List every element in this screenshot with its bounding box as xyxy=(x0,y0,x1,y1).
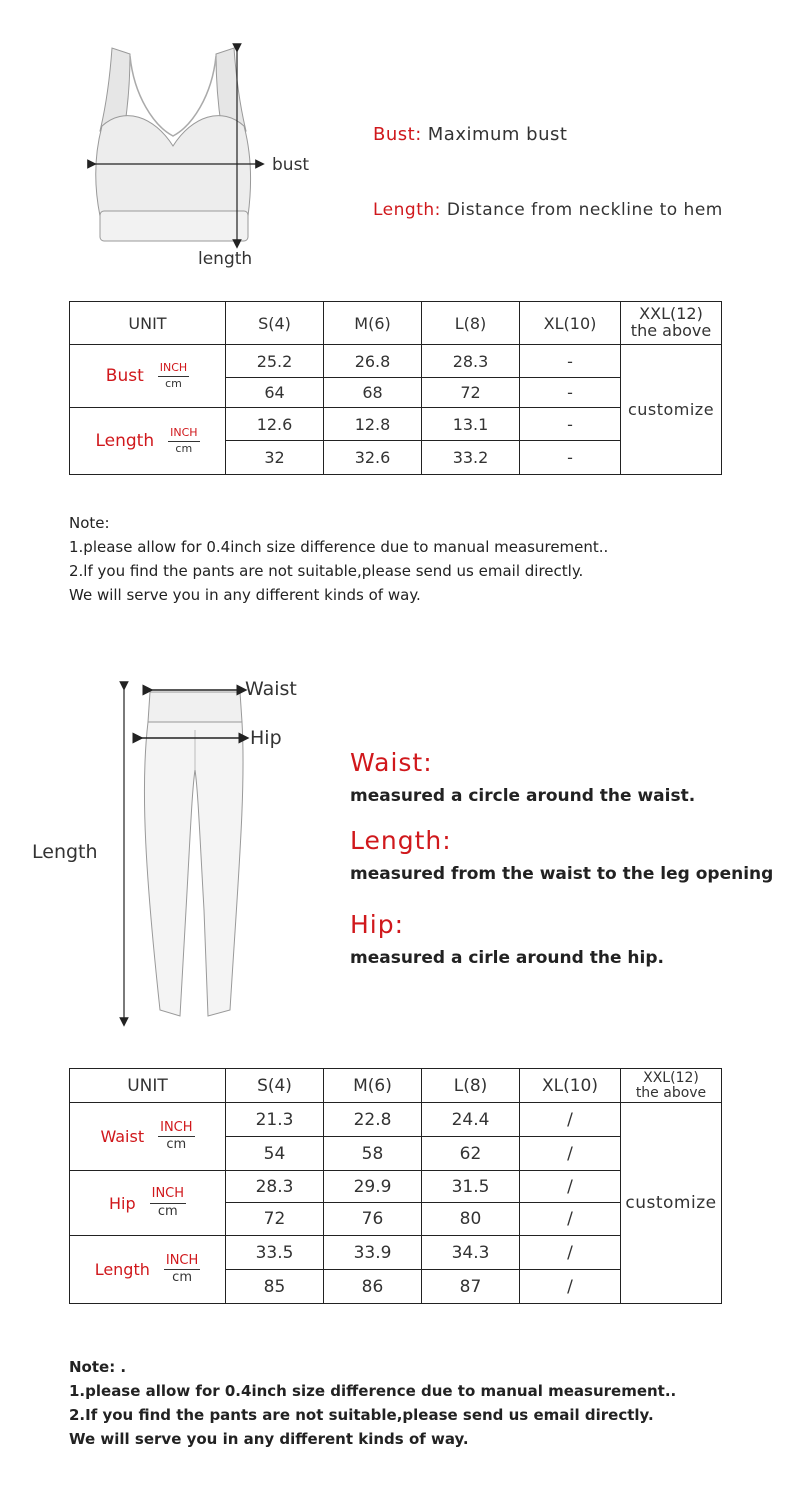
row-name-hip: Hip xyxy=(108,1193,136,1213)
header-s: S(4) xyxy=(226,1069,324,1103)
header-l: L(8) xyxy=(422,1069,520,1103)
hip-text: measured a cirle around the hip. xyxy=(350,948,664,968)
hip-term: Hip: xyxy=(350,910,405,939)
table-row: 54 58 62 / xyxy=(70,1137,722,1171)
waist-term: Waist: xyxy=(350,748,433,777)
header-xxl: XXL(12) the above xyxy=(621,302,722,345)
bra-size-table xyxy=(69,301,722,475)
table-row: Bust $\frac{\text{INCH}}{cm}$ 25.2 26.8 28.3 - customize xyxy=(70,345,722,378)
unit-cell-hip xyxy=(70,1171,226,1236)
waist-text: measured a circle around the waist. xyxy=(350,786,696,806)
table-row: 85 86 87 / xyxy=(70,1270,722,1304)
bust-label: bust xyxy=(272,155,310,175)
table-row: Length $\frac{\text{INCH}}{cm}$ 12.6 12.8 13.1 - xyxy=(70,408,722,441)
customize-cell: customize xyxy=(621,345,722,475)
header-unit: UNIT xyxy=(70,302,226,345)
hip-label: Hip xyxy=(250,727,282,749)
header-s: S(4) xyxy=(226,302,324,345)
leggings-illustration xyxy=(110,670,310,1030)
table-header-row xyxy=(70,1069,722,1103)
bust-term: Bust: xyxy=(373,124,422,145)
bra-notes: Note: 1.please allow for 0.4inch size difference due to manual measurement.. 2.lf you find the pants are not suitable,please send us email directly. We will serve you in any different kinds of way. xyxy=(69,514,609,604)
table-row: Length $\frac{\text{INCH}}{cm}$ 33.5 33.9 34.3 / xyxy=(70,1236,722,1270)
header-xxl: XXL(12) the above xyxy=(621,1069,722,1103)
table-row: Waist $\frac{\text{INCH}}{cm}$ 21.3 22.8 24.4 / customize xyxy=(70,1103,722,1137)
leggings-notes: Note: . 1.please allow for 0.4inch size difference due to manual measurement.. 2.If you find the pants are not suitable,please send us email directly. We will serve you in any different kinds of way. xyxy=(69,1358,677,1448)
length-label: length xyxy=(198,249,253,269)
length-term: Length: xyxy=(350,826,452,855)
unit-cell-length xyxy=(70,1236,226,1304)
waist-label: Waist xyxy=(245,678,297,700)
header-m: M(6) xyxy=(324,302,422,345)
table-row: 72 76 80 / xyxy=(70,1203,722,1236)
header-l: L(8) xyxy=(422,302,520,345)
row-name-length: Length xyxy=(95,431,155,451)
row-name-bust: Bust xyxy=(105,366,144,386)
header-m: M(6) xyxy=(324,1069,422,1103)
header-unit: UNIT xyxy=(70,1069,226,1103)
bust-text: Maximum bust xyxy=(427,124,568,145)
table-row: 32 32.6 33.2 - xyxy=(70,441,722,475)
unit-cell-length xyxy=(70,408,226,475)
unit-cell-bust xyxy=(70,345,226,408)
unit-fraction: $\frac{\text{INCH}}{cm}$ xyxy=(160,1119,193,1152)
length-side-label: Length xyxy=(32,841,98,863)
header-xl: XL(10) xyxy=(520,1069,621,1103)
length-text: Distance from neckline to hem xyxy=(446,200,723,220)
leggings-size-table xyxy=(69,1068,722,1304)
bust-definition xyxy=(373,124,567,145)
row-name-length: Length xyxy=(94,1260,150,1279)
length-definition xyxy=(373,200,723,220)
length-text: measured from the waist to the leg opening xyxy=(350,864,774,884)
unit-fraction: $\frac{\text{INCH}}{cm}$ xyxy=(159,361,188,390)
unit-fraction: $\frac{\text{INCH}}{cm}$ xyxy=(170,426,198,455)
table-header-row xyxy=(70,302,722,345)
row-name-waist: Waist xyxy=(100,1127,145,1146)
header-xl: XL(10) xyxy=(520,302,621,345)
unit-fraction: $\frac{\text{INCH}}{cm}$ xyxy=(165,1252,199,1285)
customize-cell: customize xyxy=(621,1103,722,1304)
length-term: Length: xyxy=(373,200,441,220)
table-row: Hip $\frac{\text{INCH}}{cm}$ 28.3 29.9 31.5 / xyxy=(70,1171,722,1203)
unit-cell-waist xyxy=(70,1103,226,1171)
unit-fraction: $\frac{\text{INCH}}{cm}$ xyxy=(151,1186,185,1219)
table-row: 64 68 72 - xyxy=(70,378,722,408)
